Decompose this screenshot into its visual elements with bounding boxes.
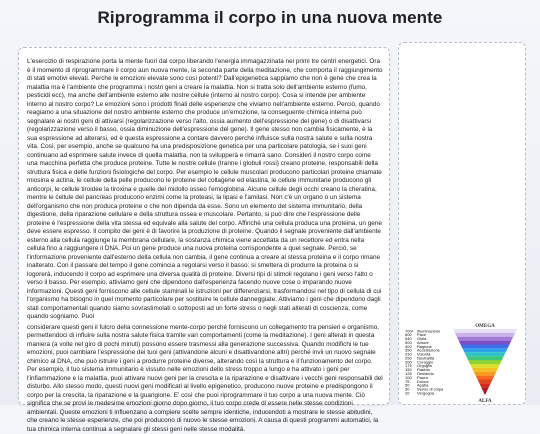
spectrum-level-value: 125 xyxy=(405,371,412,376)
spectrum-level-name: Volontà xyxy=(417,352,431,357)
spectrum-cone xyxy=(453,329,517,395)
spectrum-band xyxy=(474,372,497,376)
spectrum-band xyxy=(477,379,492,383)
spectrum-level-value: 20 xyxy=(405,390,410,395)
spectrum-band xyxy=(479,383,490,387)
sidebar-panel xyxy=(398,42,526,405)
spectrum-level-name: Rabbia xyxy=(417,367,430,372)
spectrum-band xyxy=(462,348,507,352)
spectrum-band xyxy=(470,364,500,368)
spectrum-level-value: 200 xyxy=(405,359,412,364)
spectrum-band xyxy=(459,341,512,345)
spectrum-band xyxy=(461,345,510,349)
article-panel xyxy=(18,47,390,405)
spectrum-level-name: Vergogna xyxy=(417,390,435,395)
spectrum-bottom-label: ALFA xyxy=(478,399,492,404)
spectrum-level-value: 75 xyxy=(405,379,410,384)
article-paragraph-1: L'esercizio di respirazione porta la mente fuori dal corpo liberando l'energia immagazzinata nei primi tre centri energetici. Ora è il momento di riprogrammare il corpo aun nuova mente, la seconda parte della meditazione, che comporta il raggiungimento di stati emotivi elevati. Perché le emozioni elevate sono così potenti? Dall'epigenetica sappiamo che non è gene che crea la malattia ma è l'ambiente che programma i nostri geni a creare la malattia. Non si tratta solo dell'ambiente esterno (fumo, pesticidi ecc), ma anche dell'ambiente esterno alle nostre cellule (interno al nostro corpo). Cosa si intende per ambiente interno al nostro corpo? Le emozioni sono i prodotti finali delle esperienze che viviamo nell'ambiente esterno. Perciò, quando reagiamo a una situazione del nostro ambiente esterno che produce un'emozione, la conseguente chimica interna può segnalare ai nostri geni di attivarsi (regolarizzazione verso l'alto, ossia aumento dell'espressione del gene) o di disattivarsi (regolarizzazione verso il basso, ossia diminuzione dell'espressione del gene). Il gene stesso non cambia fisicamente, è la sua espressione ad alterarsi, ed è questa espressione a contare davvero perché influisce sulla nostra salute e sulla nostra vita. Così, per esempio, anche se qualcuno ha una predisposizione genetica per una particolare patologia, se i suoi geni continuano ad esprimere salute invece di quella malattia, non la svilupperà e rimarrà sano. Consideri il nostro corpo come una macchina perfetta che produce proteine. Tutte le nostre cellule (tranne i globuli rossi) creano proteine, responsabili della struttura fisica e delle funzioni fisiologiche del corpo. Per esempio le cellule muscolari producono particolari proteine chiamate miosina e actina, le cellule della pelle producono le proteine del collagene ed elastina, le cellule immunitarie producono gli anticorpi, le cellule tiroidee la tiroxina e quelle del midollo osseo l'emoglobina. Alcune cellule degli occhi creano la cheratina, mentre le cellule del pancreas producono enzimi come la proteasi, la lipasi e l'amilasi. Non c'è un organo o un sistema dell'organismo che non produca proteine o che non dipenda da esse. Sono un elemento del sistema immunitario, della digestione, della riparazione cellulare e della struttura ossea e muscolare. Pertanto, si può dire che l'espressione delle proteine è l'espressione della vita stessa ed equivale alla salute del corpo. Affinché una cellula produca una proteina, un gene deve essere espresso. Il compito dei geni è di favorire la produzione di proteine. Quando il segnale proveniente dall'ambiente esterno alla cellula raggiunge la membrana cellulare, la sostanza chimica viene accettata da un recettore ed entra nella cellula fino a raggiungere il DNA. Poi un gene produce una nuova proteina corrispondente a quel segnale. Perciò, se l'informazione proveniente dall'esterno della cellula non cambia, il gene continua a creare al stessa proteina e il corpo rimane inalterato. Con il passare del tempo il gene comincia a regolarsi verso il basso: si smettera di produrre la proteina o si logorerà, inducendo il corpo ad esprimere una diversa qualità di proteine. Diversi tipi di stimoli regolano i geni verso l'alto o verso il basso. Per esempio, attiviamo geni che dipendono dall'esperienza facendo nuove cose o imparando nuove informazioni. Questi geni forniscono alle cellule staminali le istruzioni per differenziarsi, trasformandosi nel tipo di cellula di cui l'organismo ha bisogno in quel momento particolare per sostituire le cellule danneggiate. Attiviamo i geni che dipendono dagli stati comportamentali quando siamo sovrastimolati o sottoposti ad un forte stress o negli stati alterati di coscienza, come quando sogniamo. Puoi xyxy=(27,58,383,322)
spectrum-level-value: 400 xyxy=(405,344,412,349)
page-title: Riprogramma il corpo in una nuova mente xyxy=(0,8,540,28)
spectrum-band xyxy=(466,356,504,360)
spectrum-band xyxy=(464,352,505,356)
spectrum-level-value: 500 xyxy=(405,340,412,345)
spectrum-level-name: Paura xyxy=(417,375,428,380)
spectrum-level-value: 30 xyxy=(405,387,410,392)
spectrum-level-name: Illuminazione xyxy=(417,328,441,333)
spectrum-level-name: Amore xyxy=(417,340,430,345)
spectrum-band xyxy=(472,368,498,372)
spectrum-band xyxy=(483,391,487,395)
spectrum-level-value: 50 xyxy=(405,383,410,388)
spectrum-level-name: Apatia xyxy=(417,383,429,388)
spectrum-level-value: 310 xyxy=(405,352,412,357)
spectrum-band xyxy=(453,329,517,333)
spectrum-band xyxy=(457,337,513,341)
spectrum-level-name: Coraggio xyxy=(417,359,434,364)
spectrum-level-name: Accettazione xyxy=(417,348,441,353)
spectrum-level-value: 540 xyxy=(405,336,412,341)
consciousness-spectrum xyxy=(405,321,523,403)
spectrum-level-name: Dolore xyxy=(417,379,430,384)
spectrum-band xyxy=(476,376,495,380)
spectrum-level-name: Gioia xyxy=(417,336,427,341)
spectrum-level-name: Neutralità xyxy=(417,355,435,360)
spectrum-level-value: 350 xyxy=(405,348,412,353)
spectrum-level-value: 250 xyxy=(405,355,412,360)
spectrum-level-value: 600 xyxy=(405,332,412,337)
spectrum-band xyxy=(468,360,502,364)
spectrum-level-value: 175 xyxy=(405,363,412,368)
spectrum-rows xyxy=(405,328,444,395)
spectrum-band xyxy=(455,333,515,337)
spectrum-level-value: 100 xyxy=(405,375,412,380)
spectrum-level-name: Desiderio xyxy=(417,371,435,376)
article-paragraph-2: considerare questi geni il fulcro della connessione mente-corpo perché forniscono un collegamento tra pensieri e organismo, permettendoci di influire sulla nostra salute fisica tramite vari comportamenti (come la meditazione). I geni alterati in questa maniera (a volte nel giro di pochi minuti) possono essere trasmessi alla generazione successiva. Quando modifichi le tue emozioni, puoi cambiare l'espressione dei tuoi geni (attivandone alcuni e disattivandone altri) perché invii un nuovo segnale chimico al DNA, che può istruire i geni a produrre proteine diverse, alterando così la struttura e il funzionamento del corpo. Per esempio, il tuo sistema immunitario è vissuto nelle emozioni dello stress troppo a lungo e ha attivato i geni per l'infiammazione e la malattia, puoi attivare nuovi geni per la crescita e la riparazione e disattivare i vecchi geni responsabili del disturbo. Allo stesso modo, questi nuovi geni modificati al livello epigenetico, producono nuove proteine e predispongono il corpo per la crescita, la riparazione e la guarigione. E' così che puoi riprogrammare il tuo corpo a una nuova mente. Ciò significa che se provi le medesime emozioni giorno dopo giorno, il tuo corpo crede di essere nelle stesse condizioni ambientali. Queste emozioni ti influenzano a compiere scelte sempre identiche, inducendoti a mostrare le stesse abitudini, che creano le stesse esperienze, che poi producono di nuovo le stesse emozioni. A causa di questi programmi automatici, la tua chimica interna continua a segnalare gli stessi geni nelle stesse modalità. xyxy=(27,324,383,434)
spectrum-level-value: 150 xyxy=(405,367,412,372)
spectrum-level-value: 700+ xyxy=(405,328,415,333)
spectrum-level-name: Pace xyxy=(417,332,427,337)
spectrum-level-name: Senso di colpa xyxy=(417,387,444,392)
spectrum-level-name: Orgoglio xyxy=(417,363,433,368)
spectrum-top-label: OMEGA xyxy=(475,324,495,329)
spectrum-band xyxy=(481,387,489,391)
spectrum-level-name: Ragione xyxy=(417,344,433,349)
